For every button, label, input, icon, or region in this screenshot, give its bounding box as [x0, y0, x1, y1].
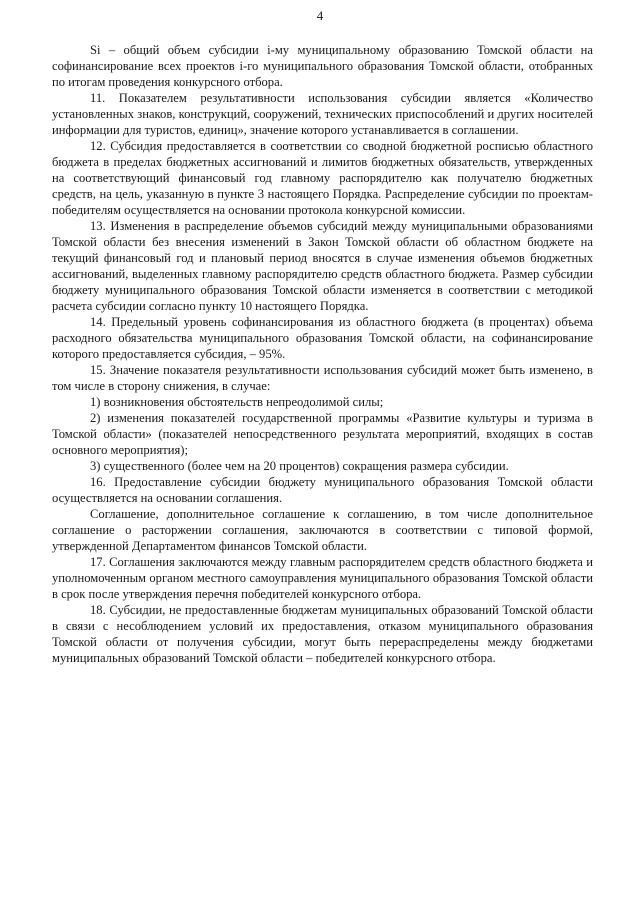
paragraph-14: 14. Предельный уровень софинансирования из областного бюджета (в процентах) объема расходного обязательства муниципального образования Томской области, на софинансирование которого предоставляется субсидия, – 95%. — [52, 315, 593, 361]
paragraph-12: 12. Субсидия предоставляется в соответствии со сводной бюджетной росписью областного бюджета в пределах бюджетных ассигнований и лимитов бюджетных обязательств, утвержденных на соответствующий финансовый год главному распорядителю как получателю бюджетных средств, на цель, указанную в пункте 3 настоящего Порядка. Распределение субсидии по проектам-победителям осуществляется на основании протокола конкурсной комиссии. — [52, 139, 593, 217]
paragraph-si-definition: Si – общий объем субсидии i-му муниципальному образованию Томской области на софинансирование всех проектов i-го муниципального образования Томской области, отобранных по итогам проведения конкурсного отбора. — [52, 43, 593, 89]
paragraph-15: 15. Значение показателя результативности использования субсидий может быть изменено, в том числе в сторону снижения, в случае: — [52, 363, 593, 393]
paragraph-16: 16. Предоставление субсидии бюджету муниципального образования Томской области осуществляется на основании соглашения. — [52, 475, 593, 505]
paragraph-11: 11. Показателем результативности использования субсидии является «Количество установленных знаков, конструкций, сооружений, технических приспособлений и других носителей информации для туристов, единиц», значение которого устанавливается в соглашении. — [52, 91, 593, 137]
paragraph-18: 18. Субсидии, не предоставленные бюджетам муниципальных образований Томской области в связи с несоблюдением условий их предоставления, отказом муниципального образования Томской области от получения субсидии, могут быть перераспределены между бюджетами муниципальных образований Томской области – победителей конкурсного отбора. — [52, 603, 593, 665]
paragraph-16-agreement: Соглашение, дополнительное соглашение к соглашению, в том числе дополнительное соглашение о расторжении соглашения, заключаются в соответствии с типовой формой, утвержденной Департаментом финансов Томской области. — [52, 507, 593, 553]
list-item-15-2: 2) изменения показателей государственной программы «Развитие культуры и туризма в Томской области» (показателей непосредственного результата мероприятий, входящих в состав основного мероприятия); — [52, 411, 593, 457]
page-number: 4 — [316, 8, 324, 23]
document-body — [52, 42, 593, 666]
paragraph-17: 17. Соглашения заключаются между главным распорядителем средств областного бюджета и уполномоченным органом местного самоуправления муниципального образования Томской области в срок после утверждения перечня победителей конкурсного отбора. — [52, 555, 593, 601]
list-item-15-3: 3) существенного (более чем на 20 процентов) сокращения размера субсидии. — [90, 459, 509, 473]
list-item-15-1: 1) возникновения обстоятельств непреодолимой силы; — [90, 395, 384, 409]
paragraph-13: 13. Изменения в распределение объемов субсидий между муниципальными образованиями Томской области без внесения изменений в Закон Томской области об областном бюджете на текущий финансовый год и плановый период вносятся в случае изменения объемов бюджетных ассигнований, выделенных главному распорядителю средств областного бюджета. Размер субсидии бюджету муниципального образования Томской области изменяется в соответствии с методикой расчета субсидии согласно пункту 10 настоящего Порядка. — [52, 219, 593, 313]
